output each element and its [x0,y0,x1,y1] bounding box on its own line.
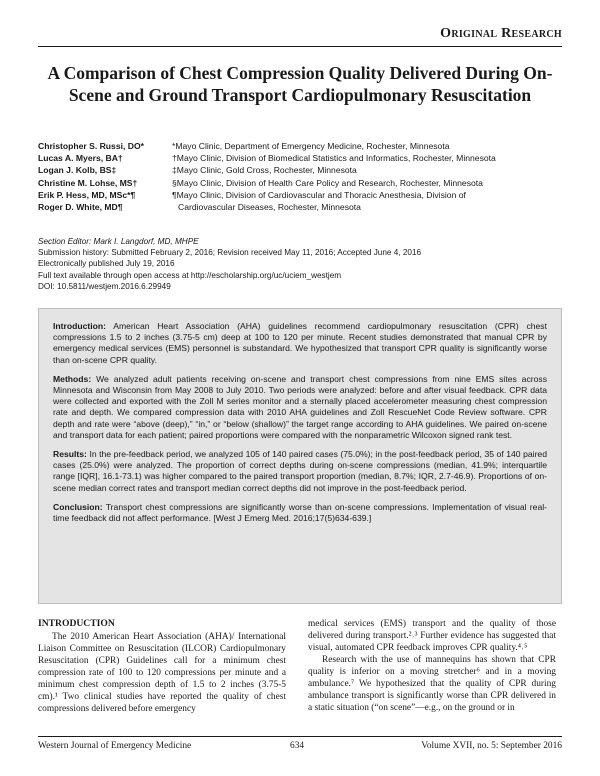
abstract-conclusion: Conclusion: Transport chest compressions are significantly worse than on-scene compressions. Implementation of visual real-time feedback did not affect performance. [West J Emerg Med. 2016;17(5)634-639.] [53,501,547,524]
journal-name: Western Journal of Emergency Medicine [38,741,192,751]
author-list [38,140,144,213]
affiliation: *Mayo Clinic, Department of Emergency Medicine, Rochester, Minnesota [172,141,450,151]
affiliation: Cardiovascular Diseases, Rochester, Minnesota [178,202,361,213]
author: Erik P. Hess, MD, MSc*¶ [38,189,136,200]
abstract-introduction: Introduction: American Heart Association (AHA) guidelines recommend cardiopulmonary resuscitation (CPR) chest compressions 1.5 to 2 inches (3.75-5 cm) deep at 100 to 120 per minute. Recent studies demonstrated that manual CPR by emergency medical services (EMS) personnel is substandard. We hypothesized that transport CPR quality is significantly worse than on-scene CPR quality. [53,321,547,365]
abstract-box [38,308,562,604]
header-rule [38,46,562,47]
abstract-methods: Methods: We analyzed adult patients receiving on-scene and transport chest compressions from nine EMS sites across Minnesota and Wisconsin from May 2008 to July 2010. Two periods were analyzed: before and after visual feedback. CPR data were collected and exported with the Zoll M series monitor and a sternally placed accelerometer measuring chest compression rate and depth. We compared compression data with 2010 AHA guidelines and Zoll RescueNet Code Review software. CPR depth and rate were “above (deep),” “in,” or “below (shallow)” the target range according to AHA guidelines. We paired on-scene and transport data for each patient; paired proportions were compared with the nonparametric Wilcoxon signed rank test. [53,373,547,440]
article-title: A Comparison of Chest Compression Quality Delivered During On-Scene and Ground Transport Cardiopulmonary Resuscitation [47,63,553,105]
section-editor: Section Editor: Mark I. Langdorf, MD, MHPE [38,237,199,246]
abstract-results: Results: In the pre-feedback period, we analyzed 105 of 140 paired cases (75.0%); in the post-feedback period, 35 of 140 paired cases (25.0%) were analyzed. The proportion of correct depths during on-scene compressions (median, 41.9%; interquartile range [IQR], 16.1-73.1) was higher compared to the paired transport proportion (median, 8.7%; IQR, 2.7-46.9). Proportions of on-scene median correct rates and transport median correct depths did not improve in the post-feedback period. [53,449,547,493]
article-meta [38,236,421,292]
body-paragraph: The 2010 American Heart Association (AHA)/ International Liaison Committee on Resuscitation (ILCOR) Cardiopulmonary Resuscitation (CPR) Guidelines call for a minimum chest compression rate of 100 to 120 compressions per minute and a minimum chest compression depth of 1.5 to 2 inches (3.75-5 cm).¹ Two clinical studies have reported the quality of chest compressions delivered before emergency [38,632,286,714]
page-number: 634 [290,741,305,751]
footer-rule [38,736,562,737]
affiliation: ¶Mayo Clinic, Division of Cardiovascular and Thoracic Anesthesia, Division of [172,189,466,200]
body-column-right [308,618,556,714]
affiliation-list [172,140,567,213]
affiliation: †Mayo Clinic, Division of Biomedical Statistics and Informatics, Rochester, Minnesota [172,153,496,164]
affiliation: §Mayo Clinic, Division of Health Care Policy and Research, Rochester, Minnesota [172,177,483,188]
doi[interactable]: DOI: 10.5811/westjem.2016.6.29949 [38,281,171,291]
fulltext-link[interactable]: Full text available through open access at http://escholarship.org/uc/uciem_westjem [38,270,342,280]
publish-date: Electronically published July 19, 2016 [38,259,175,269]
submission-history: Submission history: Submitted February 2, 2016; Revision received May 11, 2016; Accepted June 4, 2016 [38,248,422,258]
volume-info: Volume XVII, no. 5: September 2016 [421,741,562,751]
body-column-left [38,618,286,715]
section-heading: INTRODUCTION [38,618,115,629]
author: Roger D. White, MD¶ [38,202,123,213]
author: Christine M. Lohse, MS† [38,177,138,188]
body-paragraph: medical services (EMS) transport and the quality of those delivered during transport.²˒³ Further evidence has suggested that visual, automated CPR feedback improves CPR quality.⁴˒⁵ [308,619,556,653]
section-label: Original Research [440,26,562,41]
author: Christopher S. Russi, DO* [38,141,145,151]
body-paragraph: Research with the use of mannequins has shown that CPR quality is inferior on a moving stretcher⁶ and in a moving ambulance.⁷ We hypothesized that the quality of CPR during ambulance transport is significantly worse than CPR delivered in a static situation (“on scene”—e.g., on the ground or in [308,655,556,713]
author: Lucas A. Myers, BA† [38,153,123,164]
affiliation: ‡Mayo Clinic, Gold Cross, Rochester, Minnesota [172,165,357,176]
author: Logan J. Kolb, BS‡ [38,165,117,176]
